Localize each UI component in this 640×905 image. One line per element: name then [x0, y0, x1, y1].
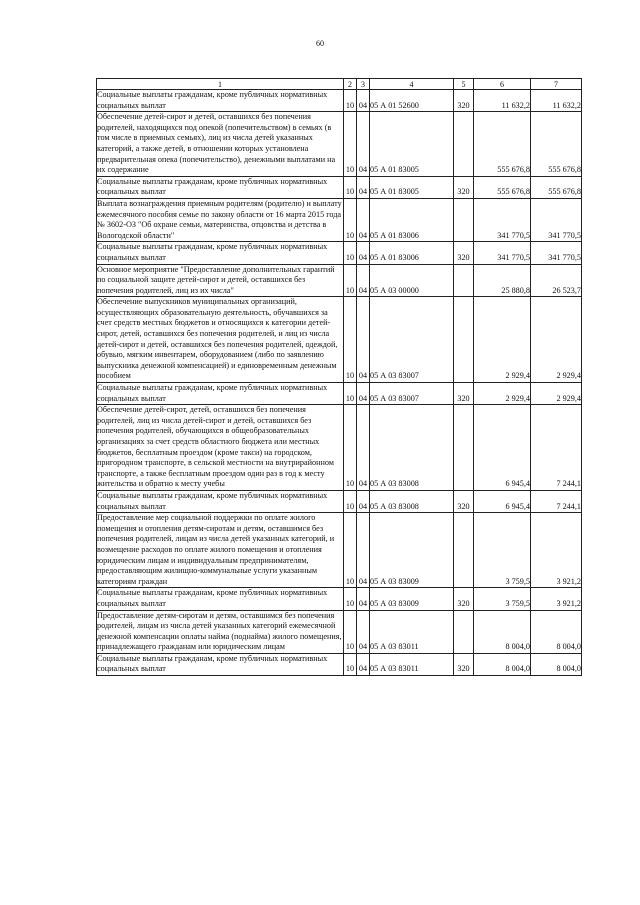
row-amount-2: 11 632,2	[531, 90, 582, 112]
row-target-code: 05 А 03 83011	[370, 610, 454, 653]
table-row	[97, 653, 582, 675]
row-name: Социальные выплаты гражданам, кроме публичных нормативных социальных выплат	[97, 490, 344, 512]
row-expense-type	[454, 405, 474, 491]
row-amount-2: 3 921,2	[531, 588, 582, 610]
row-amount-2: 341 770,5	[531, 242, 582, 264]
row-amount-1: 2 929,4	[474, 383, 531, 405]
row-name: Обеспечение выпускников муниципальных организаций, осуществляющих образовательную деятельность, обучавшихся за счет средств местных бюджетов и относящихся к категории детей-сирот, детей, оставшихся без попечения родителей, и лиц из числа детей-сирот и детей, оставшихся без попечения родителей, одеждой, обувью, мягким инвентарем, оборудованием (либо по заявлению выпускника денежной компенсацией) и единовременным денежным пособием	[97, 297, 344, 383]
row-expense-type	[454, 297, 474, 383]
row-expense-type: 320	[454, 90, 474, 112]
row-target-code: 05 А 01 83006	[370, 242, 454, 264]
table-row	[97, 176, 582, 198]
row-name: Предоставление детям-сиротам и детям, оставшимся без попечения родителей, лицам из числа детей указанных категорий ежемесячной денежной компенсации оплаты найма (поднайма) жилого помещения, принадлежащего гражданам или юридическим лицам	[97, 610, 344, 653]
table-row	[97, 490, 582, 512]
row-expense-type	[454, 198, 474, 241]
row-amount-2: 26 523,7	[531, 264, 582, 297]
row-amount-1: 25 880,8	[474, 264, 531, 297]
row-expense-type: 320	[454, 653, 474, 675]
row-amount-1: 6 945,4	[474, 405, 531, 491]
table-row	[97, 405, 582, 491]
row-expense-type: 320	[454, 176, 474, 198]
header-col-1: 1	[97, 79, 344, 90]
row-target-code: 05 А 01 83005	[370, 176, 454, 198]
row-target-code: 05 А 03 83009	[370, 588, 454, 610]
row-amount-2: 555 676,8	[531, 176, 582, 198]
header-col-5: 5	[454, 79, 474, 90]
row-amount-1: 555 676,8	[474, 176, 531, 198]
row-name: Выплата вознаграждения приемным родителям (родителю) и выплату ежемесячного пособия семье по закону области от 16 марта 2015 года № 3602-ОЗ "Об охране семьи, материнства, отцовства и детства в Вологодской области"	[97, 198, 344, 241]
row-section: 10	[344, 588, 357, 610]
row-amount-1: 341 770,5	[474, 198, 531, 241]
row-expense-type: 320	[454, 588, 474, 610]
page-number: 60	[316, 39, 324, 48]
header-col-6: 6	[474, 79, 531, 90]
row-amount-2: 2 929,4	[531, 297, 582, 383]
row-subsection: 04	[357, 90, 370, 112]
row-amount-1: 555 676,8	[474, 112, 531, 177]
table-row	[97, 297, 582, 383]
row-amount-2: 7 244,1	[531, 490, 582, 512]
row-name: Социальные выплаты гражданам, кроме публичных нормативных социальных выплат	[97, 90, 344, 112]
row-subsection: 04	[357, 176, 370, 198]
row-section: 10	[344, 198, 357, 241]
row-name: Социальные выплаты гражданам, кроме публичных нормативных социальных выплат	[97, 242, 344, 264]
row-subsection: 04	[357, 383, 370, 405]
row-target-code: 05 А 03 83007	[370, 383, 454, 405]
row-amount-2: 8 004,0	[531, 653, 582, 675]
row-amount-2: 8 004,0	[531, 610, 582, 653]
row-expense-type	[454, 513, 474, 588]
row-subsection: 04	[357, 588, 370, 610]
row-target-code: 05 А 03 83009	[370, 513, 454, 588]
row-target-code: 05 А 03 83011	[370, 653, 454, 675]
row-target-code: 05 А 03 83008	[370, 490, 454, 512]
row-subsection: 04	[357, 264, 370, 297]
row-target-code: 05 А 03 00000	[370, 264, 454, 297]
row-name: Предоставление мер социальной поддержки по оплате жилого помещения и отопления детям-сиротам и детям, оставшимся без попечения родителей, лицам из числа детей указанных категорий, и возмещение расходов по оплате жилого помещения и отопления юридическим лицам и индивидуальным предпринимателям, предоставляющим жилищно-коммунальные услуги указанным категориям граждан	[97, 513, 344, 588]
row-section: 10	[344, 297, 357, 383]
row-subsection: 04	[357, 405, 370, 491]
row-amount-1: 3 759,5	[474, 588, 531, 610]
row-section: 10	[344, 653, 357, 675]
table-row	[97, 588, 582, 610]
row-subsection: 04	[357, 112, 370, 177]
budget-table	[96, 78, 582, 676]
row-amount-2: 341 770,5	[531, 198, 582, 241]
row-expense-type	[454, 264, 474, 297]
row-section: 10	[344, 176, 357, 198]
row-amount-1: 2 929,4	[474, 297, 531, 383]
row-subsection: 04	[357, 610, 370, 653]
row-section: 10	[344, 610, 357, 653]
row-amount-1: 341 770,5	[474, 242, 531, 264]
row-amount-1: 3 759,5	[474, 513, 531, 588]
row-expense-type: 320	[454, 490, 474, 512]
row-amount-2: 2 929,4	[531, 383, 582, 405]
row-expense-type	[454, 112, 474, 177]
row-name: Социальные выплаты гражданам, кроме публичных нормативных социальных выплат	[97, 588, 344, 610]
header-col-3: 3	[357, 79, 370, 90]
row-amount-1: 8 004,0	[474, 653, 531, 675]
row-subsection: 04	[357, 242, 370, 264]
row-section: 10	[344, 90, 357, 112]
row-section: 10	[344, 264, 357, 297]
row-amount-2: 555 676,8	[531, 112, 582, 177]
row-amount-1: 8 004,0	[474, 610, 531, 653]
row-section: 10	[344, 513, 357, 588]
row-amount-2: 7 244,1	[531, 405, 582, 491]
row-name: Основное мероприятие "Предоставление дополнительных гарантий по социальной защите детей-сирот и детей, оставшихся без попечения родителей, лиц из их числа"	[97, 264, 344, 297]
table-row	[97, 610, 582, 653]
table-header-row	[97, 79, 582, 90]
row-subsection: 04	[357, 198, 370, 241]
row-expense-type: 320	[454, 242, 474, 264]
row-subsection: 04	[357, 653, 370, 675]
table-row	[97, 112, 582, 177]
table-row	[97, 264, 582, 297]
row-target-code: 05 А 01 83006	[370, 198, 454, 241]
table-row	[97, 198, 582, 241]
row-name: Социальные выплаты гражданам, кроме публичных нормативных социальных выплат	[97, 383, 344, 405]
row-section: 10	[344, 242, 357, 264]
row-section: 10	[344, 405, 357, 491]
table-row	[97, 242, 582, 264]
row-amount-1: 11 632,2	[474, 90, 531, 112]
row-section: 10	[344, 490, 357, 512]
row-name: Обеспечение детей-сирот и детей, оставшихся без попечения родителей, находящихся под опекой (попечительством) в семьях (в том числе в приемных семьях), лиц из числа детей указанных категорий, а также детей, в отношении которых установлена предварительная опека (попечительство), денежными выплатами на их содержание	[97, 112, 344, 177]
row-subsection: 04	[357, 297, 370, 383]
header-col-2: 2	[344, 79, 357, 90]
row-amount-2: 3 921,2	[531, 513, 582, 588]
table-row	[97, 90, 582, 112]
row-name: Обеспечение детей-сирот, детей, оставшихся без попечения родителей, лиц из числа детей-сирот и детей, оставшихся без попечения родителей, обучающихся в общеобразовательных организациях за счет средств областного бюджета или местных бюджетов, бесплатным проездом (кроме такси) на городском, пригородном транспорте, в сельской местности на внутрирайонном транспорте, а также бесплатным проездом один раз в год к месту жительства и обратно к месту учебы	[97, 405, 344, 491]
table-row	[97, 383, 582, 405]
row-target-code: 05 А 03 83007	[370, 297, 454, 383]
row-target-code: 05 А 03 83008	[370, 405, 454, 491]
header-col-7: 7	[531, 79, 582, 90]
header-col-4: 4	[370, 79, 454, 90]
row-target-code: 05 А 01 83005	[370, 112, 454, 177]
row-subsection: 04	[357, 513, 370, 588]
row-name: Социальные выплаты гражданам, кроме публичных нормативных социальных выплат	[97, 176, 344, 198]
table-row	[97, 513, 582, 588]
row-expense-type	[454, 610, 474, 653]
row-target-code: 05 А 01 52600	[370, 90, 454, 112]
row-amount-1: 6 945,4	[474, 490, 531, 512]
row-expense-type: 320	[454, 383, 474, 405]
row-subsection: 04	[357, 490, 370, 512]
row-section: 10	[344, 383, 357, 405]
row-name: Социальные выплаты гражданам, кроме публичных нормативных социальных выплат	[97, 653, 344, 675]
row-section: 10	[344, 112, 357, 177]
